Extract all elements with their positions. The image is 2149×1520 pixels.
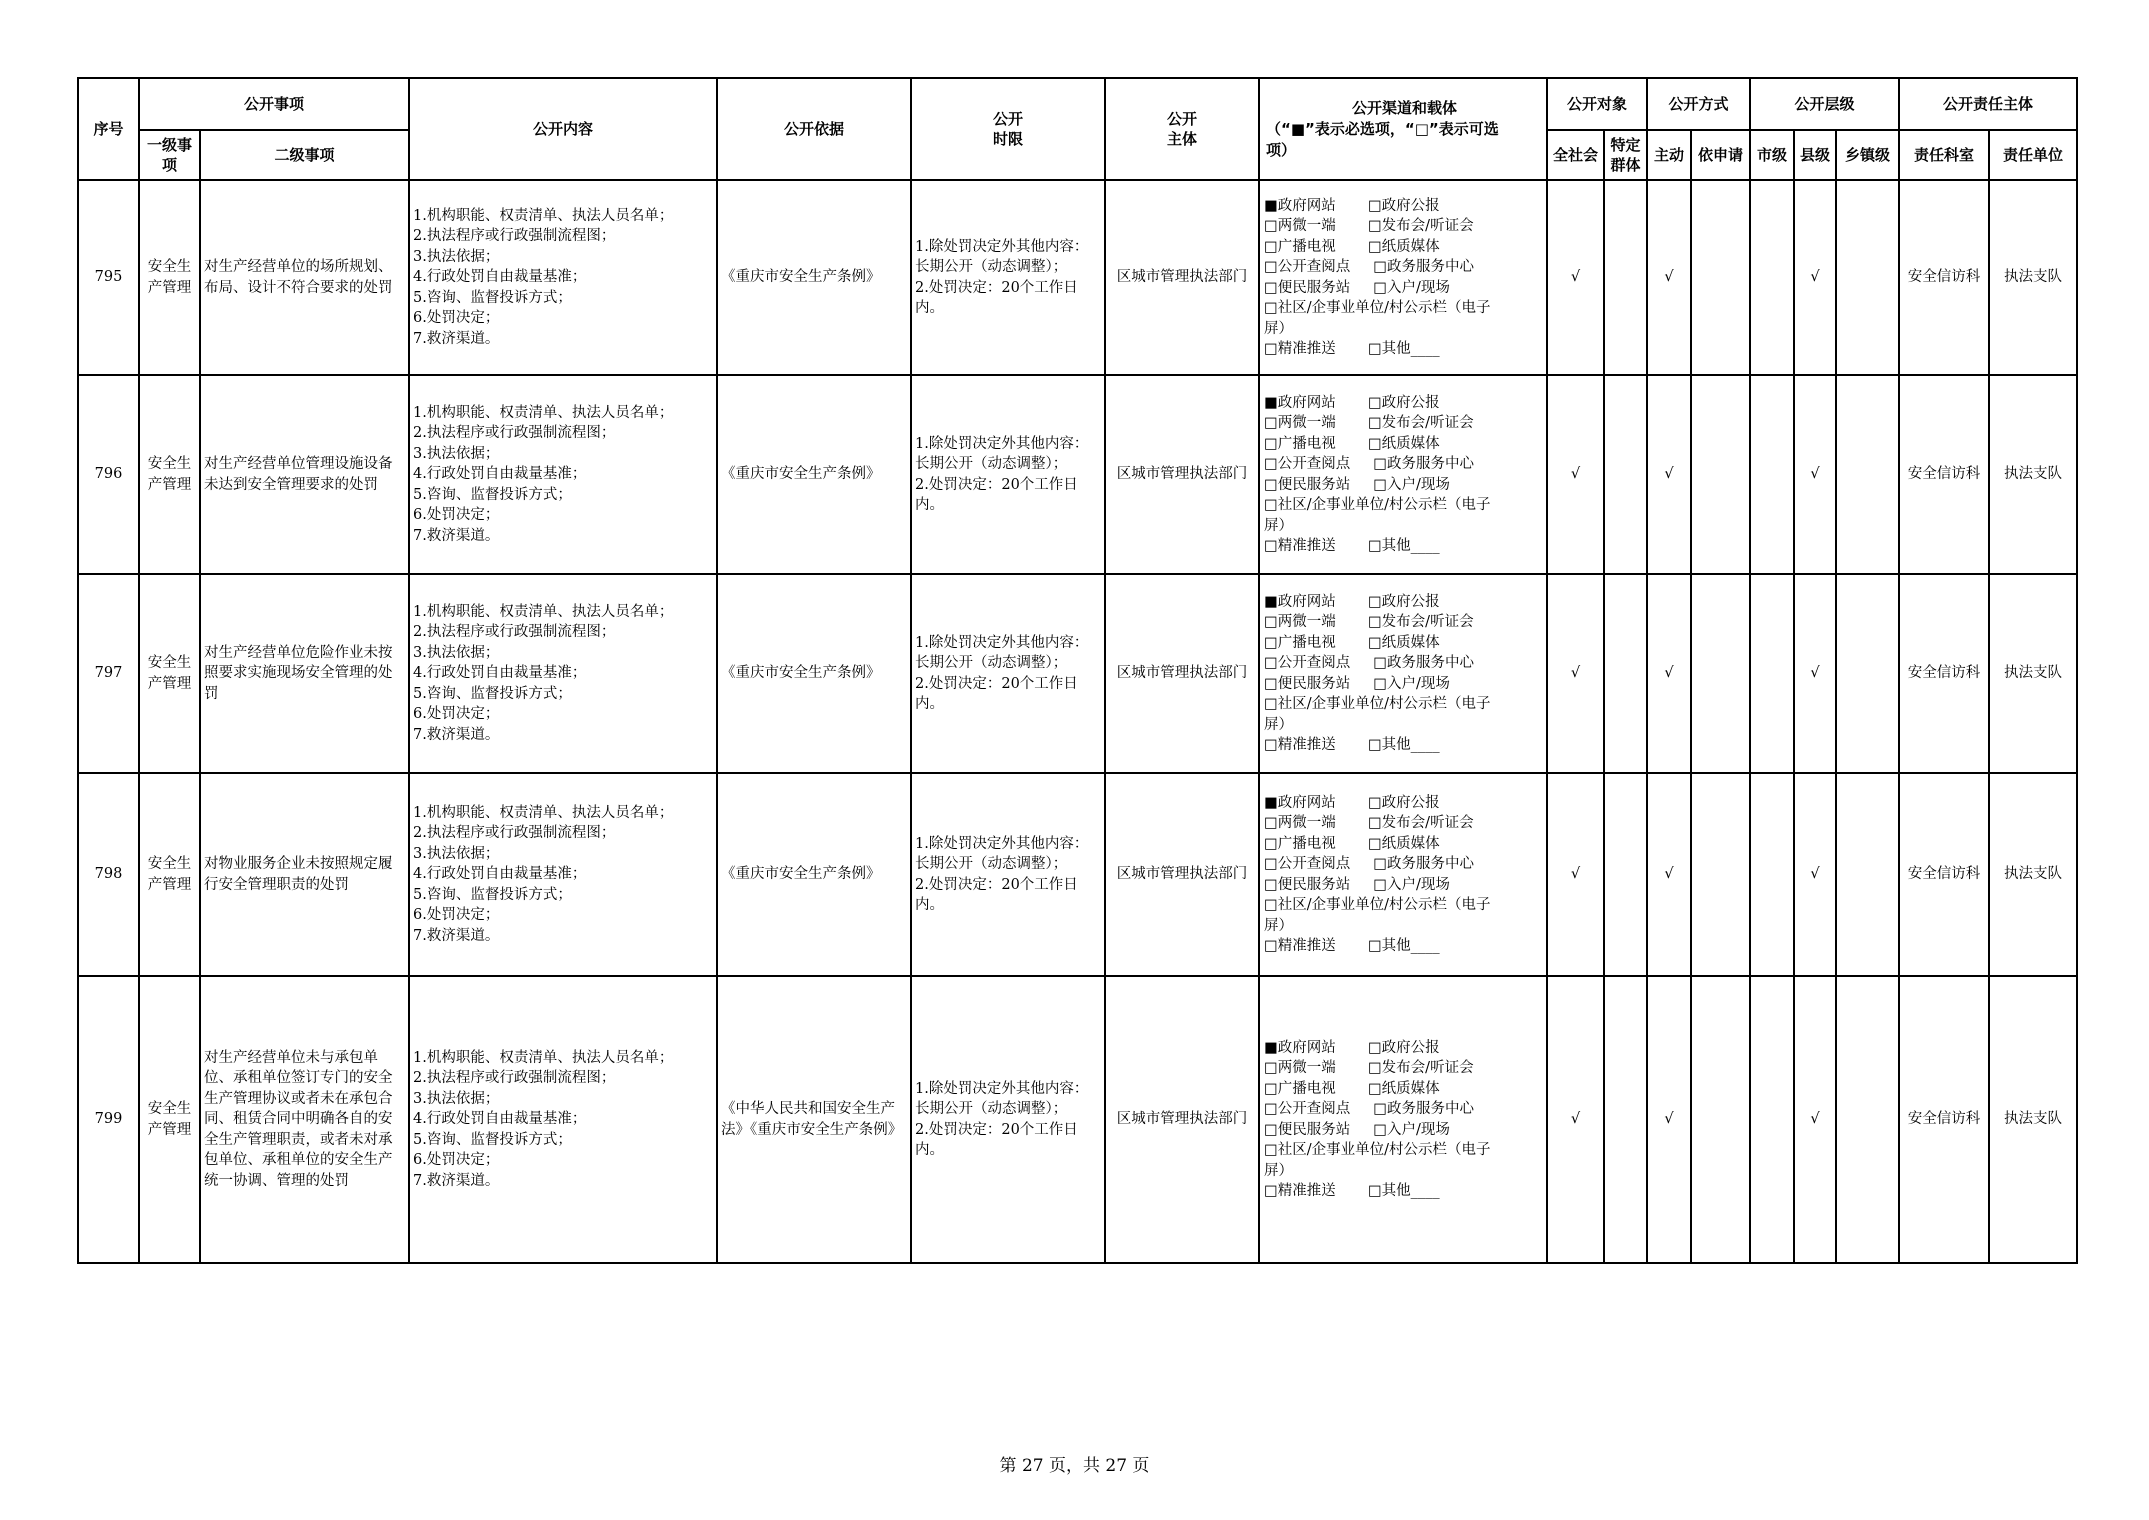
cell-level-city [1750, 574, 1794, 773]
cell-level-city [1750, 773, 1794, 976]
cell-level1: 安全生 产管理 [139, 180, 200, 375]
cell-time-limit: 1.除处罚决定外其他内容：长期公开（动态调整）； 2.处罚决定：20个工作日内。 [911, 773, 1105, 976]
channel-header-note: （“■”表示必选项，“□”表示可选 项） [1266, 119, 1499, 159]
col-time-limit-header: 公开 时限 [911, 78, 1105, 180]
channel-line: □精准推送 □其他____ [1264, 1183, 1440, 1199]
channel-line: □两微一端 □发布会/听证会 [1264, 218, 1474, 234]
channel-line: □广播电视 □纸质媒体 [1264, 238, 1440, 255]
channel-line: ■政府网站 □政府公报 [1264, 394, 1440, 411]
cell-resp-unit: 执法支队 [1989, 180, 2077, 375]
cell-basis: 《重庆市安全生产条例》 [717, 375, 911, 574]
cell-seq: 799 [78, 976, 139, 1263]
cell-level-town [1836, 180, 1899, 375]
cell-level-county: √ [1794, 574, 1836, 773]
cell-resp-office: 安全信访科 [1899, 375, 1989, 574]
cell-basis: 《中华人民共和国安全生产法》《重庆市安全生产条例》 [717, 976, 911, 1263]
cell-level-city [1750, 180, 1794, 375]
cell-level2: 对生产经营单位未与承包单位、承租单位签订专门的安全生产管理协议或者未在承包合同、租赁合同中明确各自的安全生产管理职责，或者未对承包单位、承租单位的安全生产统一协调、管理的处罚 [200, 976, 409, 1263]
cell-resp-unit: 执法支队 [1989, 375, 2077, 574]
cell-mode-active: √ [1647, 976, 1691, 1263]
cell-target-specific [1604, 976, 1647, 1263]
col-level1-header: 一级事 项 [139, 130, 200, 180]
col-level-city-header: 市级 [1750, 130, 1794, 180]
cell-content: 1.机构职能、权责清单、执法人员名单； 2.执法程序或行政强制流程图； 3.执法依据； 4.行政处罚自由裁量基准； 5.咨询、监督投诉方式； 6.处罚决定； 7.救济渠道。 [409, 180, 717, 375]
cell-target-public: √ [1547, 375, 1604, 574]
col-seq-header: 序号 [78, 78, 139, 180]
disclosure-table-page [77, 77, 2076, 1264]
cell-level1: 安全生 产管理 [139, 574, 200, 773]
channel-line: □公开查阅点 □政务服务中心 [1264, 456, 1474, 472]
channel-line: □两微一端 □发布会/听证会 [1264, 1060, 1474, 1076]
channel-header-title: 公开渠道和载体 [1352, 98, 1458, 117]
channel-line: □社区/企事业单位/村公示栏（电子 [1264, 696, 1491, 712]
channel-line: □两微一端 □发布会/听证会 [1264, 415, 1474, 431]
channel-line: □便民服务站 □入户/现场 [1264, 476, 1450, 493]
cell-mode-apply [1691, 574, 1750, 773]
col-mode-apply-header: 依申请 [1691, 130, 1750, 180]
cell-basis: 《重庆市安全生产条例》 [717, 180, 911, 375]
table-row [78, 976, 2077, 1263]
cell-level-city [1750, 375, 1794, 574]
col-level-county-header: 县级 [1794, 130, 1836, 180]
cell-target-specific [1604, 375, 1647, 574]
cell-level-town [1836, 574, 1899, 773]
channel-line: □广播电视 □纸质媒体 [1264, 435, 1440, 452]
channel-line: 屏） [1264, 320, 1294, 337]
cell-level2: 对物业服务企业未按照规定履行安全管理职责的处罚 [200, 773, 409, 976]
cell-seq: 798 [78, 773, 139, 976]
cell-mode-active: √ [1647, 375, 1691, 574]
channel-line: □公开查阅点 □政务服务中心 [1264, 259, 1474, 275]
channel-line: □公开查阅点 □政务服务中心 [1264, 856, 1474, 872]
cell-channels [1259, 180, 1547, 375]
cell-subject: 区城市管理执法部门 [1105, 180, 1259, 375]
cell-content: 1.机构职能、权责清单、执法人员名单； 2.执法程序或行政强制流程图； 3.执法依据； 4.行政处罚自由裁量基准； 5.咨询、监督投诉方式； 6.处罚决定； 7.救济渠道。 [409, 773, 717, 976]
col-target-specific-header: 特定 群体 [1604, 130, 1647, 180]
cell-level2: 对生产经营单位危险作业未按照要求实施现场安全管理的处罚 [200, 574, 409, 773]
cell-subject: 区城市管理执法部门 [1105, 375, 1259, 574]
channel-line: ■政府网站 □政府公报 [1264, 593, 1440, 610]
col-basis-header: 公开依据 [717, 78, 911, 180]
cell-mode-active: √ [1647, 773, 1691, 976]
channel-line: □便民服务站 □入户/现场 [1264, 675, 1450, 692]
cell-resp-unit: 执法支队 [1989, 773, 2077, 976]
channel-line: □社区/企事业单位/村公示栏（电子 [1264, 1142, 1491, 1158]
cell-level-county: √ [1794, 773, 1836, 976]
cell-level-county: √ [1794, 375, 1836, 574]
cell-level2: 对生产经营单位的场所规划、布局、设计不符合要求的处罚 [200, 180, 409, 375]
cell-time-limit: 1.除处罚决定外其他内容：长期公开（动态调整）； 2.处罚决定：20个工作日内。 [911, 976, 1105, 1263]
channel-line: ■政府网站 □政府公报 [1264, 197, 1440, 214]
cell-level-county: √ [1794, 180, 1836, 375]
cell-time-limit: 1.除处罚决定外其他内容：长期公开（动态调整）； 2.处罚决定：20个工作日内。 [911, 574, 1105, 773]
cell-seq: 797 [78, 574, 139, 773]
col-resp-office-header: 责任科室 [1899, 130, 1989, 180]
cell-target-specific [1604, 773, 1647, 976]
cell-level1: 安全生 产管理 [139, 375, 200, 574]
header-row-1 [78, 78, 2077, 130]
channel-line: □精准推送 □其他____ [1264, 938, 1440, 954]
col-mode-active-header: 主动 [1647, 130, 1691, 180]
cell-channels [1259, 375, 1547, 574]
channel-line: □广播电视 □纸质媒体 [1264, 835, 1440, 852]
table-body [78, 180, 2077, 1263]
channel-line: □精准推送 □其他____ [1264, 737, 1440, 753]
cell-mode-apply [1691, 976, 1750, 1263]
cell-level1: 安全生 产管理 [139, 773, 200, 976]
cell-level-city [1750, 976, 1794, 1263]
cell-level-town [1836, 375, 1899, 574]
table-row [78, 773, 2077, 976]
page-footer: 第 27 页，共 27 页 [999, 1456, 1150, 1476]
col-channel-header [1259, 78, 1547, 180]
channel-line: □广播电视 □纸质媒体 [1264, 634, 1440, 651]
cell-content: 1.机构职能、权责清单、执法人员名单； 2.执法程序或行政强制流程图； 3.执法依据； 4.行政处罚自由裁量基准； 5.咨询、监督投诉方式； 6.处罚决定； 7.救济渠道。 [409, 976, 717, 1263]
table-row [78, 574, 2077, 773]
cell-target-public: √ [1547, 773, 1604, 976]
col-level-town-header: 乡镇级 [1836, 130, 1899, 180]
cell-target-public: √ [1547, 976, 1604, 1263]
cell-target-specific [1604, 574, 1647, 773]
col-resp-unit-header: 责任单位 [1989, 130, 2077, 180]
channel-line: 屏） [1264, 716, 1294, 733]
cell-channels [1259, 976, 1547, 1263]
cell-level-county: √ [1794, 976, 1836, 1263]
cell-channels [1259, 773, 1547, 976]
cell-target-public: √ [1547, 180, 1604, 375]
cell-basis: 《重庆市安全生产条例》 [717, 773, 911, 976]
cell-target-public: √ [1547, 574, 1604, 773]
cell-subject: 区城市管理执法部门 [1105, 574, 1259, 773]
cell-resp-unit: 执法支队 [1989, 574, 2077, 773]
cell-resp-office: 安全信访科 [1899, 574, 1989, 773]
channel-line: □广播电视 □纸质媒体 [1264, 1080, 1440, 1097]
table-row [78, 180, 2077, 375]
cell-basis: 《重庆市安全生产条例》 [717, 574, 911, 773]
cell-seq: 796 [78, 375, 139, 574]
cell-resp-office: 安全信访科 [1899, 773, 1989, 976]
channel-line: □社区/企事业单位/村公示栏（电子 [1264, 300, 1491, 316]
col-mode-group-header: 公开方式 [1647, 78, 1750, 130]
cell-resp-office: 安全信访科 [1899, 180, 1989, 375]
cell-seq: 795 [78, 180, 139, 375]
cell-content: 1.机构职能、权责清单、执法人员名单； 2.执法程序或行政强制流程图； 3.执法依据； 4.行政处罚自由裁量基准； 5.咨询、监督投诉方式； 6.处罚决定； 7.救济渠道。 [409, 574, 717, 773]
cell-mode-apply [1691, 773, 1750, 976]
cell-target-specific [1604, 180, 1647, 375]
col-item-group-header: 公开事项 [139, 78, 409, 130]
col-target-public-header: 全社会 [1547, 130, 1604, 180]
col-level-group-header: 公开层级 [1750, 78, 1899, 130]
cell-mode-apply [1691, 180, 1750, 375]
cell-level2: 对生产经营单位管理设施设备未达到安全管理要求的处罚 [200, 375, 409, 574]
cell-resp-unit: 执法支队 [1989, 976, 2077, 1263]
channel-line: ■政府网站 □政府公报 [1264, 794, 1440, 811]
channel-line: □便民服务站 □入户/现场 [1264, 1121, 1450, 1138]
channel-line: □两微一端 □发布会/听证会 [1264, 815, 1474, 831]
col-content-header: 公开内容 [409, 78, 717, 180]
channel-line: □精准推送 □其他____ [1264, 538, 1440, 554]
cell-subject: 区城市管理执法部门 [1105, 976, 1259, 1263]
channel-line: □精准推送 □其他____ [1264, 341, 1440, 357]
disclosure-table [77, 77, 2078, 1264]
channel-line: ■政府网站 □政府公报 [1264, 1039, 1440, 1056]
channel-line: □两微一端 □发布会/听证会 [1264, 614, 1474, 630]
cell-time-limit: 1.除处罚决定外其他内容：长期公开（动态调整）； 2.处罚决定：20个工作日内。 [911, 180, 1105, 375]
channel-line: □社区/企事业单位/村公示栏（电子 [1264, 497, 1491, 513]
cell-channels [1259, 574, 1547, 773]
cell-mode-apply [1691, 375, 1750, 574]
cell-level-town [1836, 773, 1899, 976]
col-resp-group-header: 公开责任主体 [1899, 78, 2077, 130]
channel-line: □社区/企事业单位/村公示栏（电子 [1264, 897, 1491, 913]
cell-mode-active: √ [1647, 574, 1691, 773]
channel-line: 屏） [1264, 517, 1294, 534]
channel-line: □便民服务站 □入户/现场 [1264, 279, 1450, 296]
col-target-group-header: 公开对象 [1547, 78, 1647, 130]
cell-level-town [1836, 976, 1899, 1263]
channel-line: □便民服务站 □入户/现场 [1264, 876, 1450, 893]
channel-line: □公开查阅点 □政务服务中心 [1264, 655, 1474, 671]
col-subject-header: 公开 主体 [1105, 78, 1259, 180]
cell-resp-office: 安全信访科 [1899, 976, 1989, 1263]
cell-content: 1.机构职能、权责清单、执法人员名单； 2.执法程序或行政强制流程图； 3.执法依据； 4.行政处罚自由裁量基准； 5.咨询、监督投诉方式； 6.处罚决定； 7.救济渠道。 [409, 375, 717, 574]
channel-line: 屏） [1264, 1162, 1294, 1179]
cell-time-limit: 1.除处罚决定外其他内容：长期公开（动态调整）； 2.处罚决定：20个工作日内。 [911, 375, 1105, 574]
table-row [78, 375, 2077, 574]
channel-line: 屏） [1264, 917, 1294, 934]
cell-level1: 安全生 产管理 [139, 976, 200, 1263]
cell-mode-active: √ [1647, 180, 1691, 375]
channel-line: □公开查阅点 □政务服务中心 [1264, 1101, 1474, 1117]
cell-subject: 区城市管理执法部门 [1105, 773, 1259, 976]
col-level2-header: 二级事项 [200, 130, 409, 180]
